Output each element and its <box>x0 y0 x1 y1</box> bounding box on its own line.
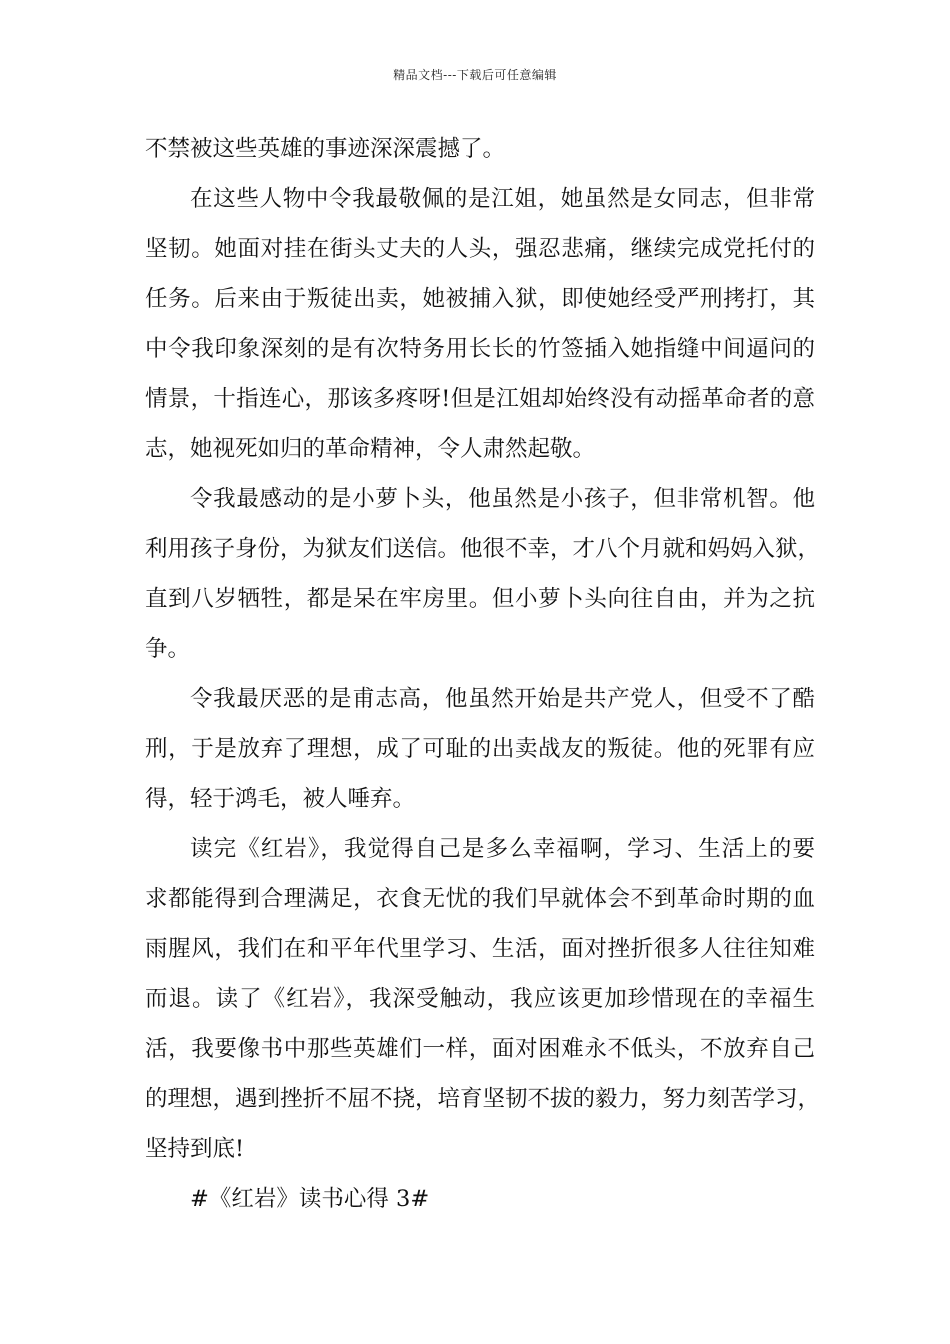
text-line: 读完《红岩》，我觉得自己是多么幸福啊，学习、生活上的要 <box>190 836 815 862</box>
text-line: 令我最厌恶的是甫志高，他虽然开始是共产党人，但受不了酷 <box>190 686 815 712</box>
text-line: 令我最感动的是小萝卜头，他虽然是小孩子，但非常机智。他 <box>190 486 815 512</box>
text-line: 雨腥风，我们在和平年代里学习、生活，面对挫折很多人往往知难 <box>145 936 815 962</box>
text-line: 争。 <box>145 636 191 662</box>
text-line: 中令我印象深刻的是有次特务用长长的竹签插入她指缝中间逼问的 <box>145 336 815 362</box>
text-line: 任务。后来由于叛徒出卖，她被捕入狱，即使她经受严刑拷打，其 <box>145 286 815 312</box>
text-line: 情景，十指连心，那该多疼呀!但是江姐却始终没有动摇革命者的意 <box>145 386 815 412</box>
text-line: 坚韧。她面对挂在街头丈夫的人头，强忍悲痛，继续完成党托付的 <box>145 236 815 262</box>
text-line: 活，我要像书中那些英雄们一样，面对困难永不低头，不放弃自己 <box>145 1036 815 1062</box>
text-line: 志，她视死如归的革命精神，令人肃然起敬。 <box>145 436 596 462</box>
text-line: 刑，于是放弃了理想，成了可耻的出卖战友的叛徒。他的死罪有应 <box>145 736 815 762</box>
section-heading: #《红岩》读书心得 3# <box>190 1186 430 1212</box>
text-line: 的理想，遇到挫折不屈不挠，培育坚韧不拔的毅力，努力刻苦学习， <box>145 1086 821 1112</box>
text-line: 坚持到底! <box>145 1136 245 1162</box>
text-line: 利用孩子身份，为狱友们送信。他很不幸，才八个月就和妈妈入狱， <box>145 536 821 562</box>
text-line: 而退。读了《红岩》，我深受触动，我应该更加珍惜现在的幸福生 <box>145 986 815 1012</box>
text-line: 求都能得到合理满足，衣食无忧的我们早就体会不到革命时期的血 <box>145 886 815 912</box>
text-line: 在这些人物中令我最敬佩的是江姐，她虽然是女同志，但非常 <box>190 186 815 212</box>
text-line: 得，轻于鸿毛，被人唾弃。 <box>145 786 416 812</box>
document-body <box>145 124 821 1224</box>
text-line: 不禁被这些英雄的事迹深深震撼了。 <box>145 136 506 162</box>
page-header: 精品文档---下载后可任意编辑 <box>393 68 557 82</box>
text-line: 直到八岁牺牲，都是呆在牢房里。但小萝卜头向往自由，并为之抗 <box>145 586 815 612</box>
